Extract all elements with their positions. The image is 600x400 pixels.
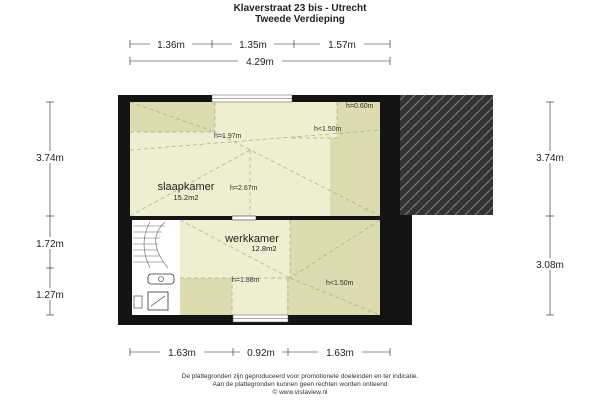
dimension-top-1: 1.36m (157, 40, 185, 51)
dimension-right-upper: 3.74m (536, 153, 564, 164)
floor-title: Tweede Verdieping (255, 14, 345, 25)
dimension-left-upper: 3.74m (36, 153, 64, 164)
dimension-top-2: 1.35m (239, 40, 267, 51)
dimension-right-lower: 3.08m (536, 260, 564, 271)
roof-tiles (398, 95, 493, 215)
height-label: h=2.67m (230, 185, 258, 192)
dimension-bottom-1: 1.63m (168, 348, 196, 359)
dimension-left-middle: 1.72m (36, 239, 64, 250)
werkkamer-area: 12.8m2 (251, 244, 277, 253)
height-label: h<1.50m (314, 126, 342, 133)
left-dimensions (46, 102, 54, 315)
sink-icon (148, 274, 174, 284)
right-dimensions (546, 102, 554, 315)
dimension-top-total: 4.29m (246, 57, 274, 68)
height-label: h=1.88m (232, 277, 260, 284)
height-label: h=1.97m (214, 133, 242, 140)
disclaimer-line-2: Aan de plattegronden kunnen geen rechten worden ontleend (212, 381, 388, 388)
dimension-bottom-3: 1.63m (326, 348, 354, 359)
height-label: h<1.50m (326, 280, 354, 287)
slaapkamer-name: slaapkamer (157, 181, 215, 193)
height-label: h=0.60m (346, 103, 374, 110)
dimension-top-3: 1.57m (328, 40, 356, 51)
slaapkamer-area: 15.2m2 (173, 193, 199, 202)
dimension-bottom-2: 0.92m (247, 348, 275, 359)
copyright-line: © www.vistaview.nl (272, 389, 328, 396)
werkkamer-low-area (290, 220, 380, 315)
slaapkamer-low-area-right (330, 102, 380, 216)
address-title: Klaverstraat 23 bis - Utrecht (233, 3, 367, 14)
stair-area (130, 220, 180, 270)
werkkamer-name: werkkamer (225, 233, 279, 245)
dimension-left-lower: 1.27m (36, 290, 64, 301)
disclaimer-line-1: De plattegronden zijn geproduceerd voor promotionele doeleinden en ter indicatie. (181, 373, 419, 380)
wall-unit (134, 296, 142, 308)
